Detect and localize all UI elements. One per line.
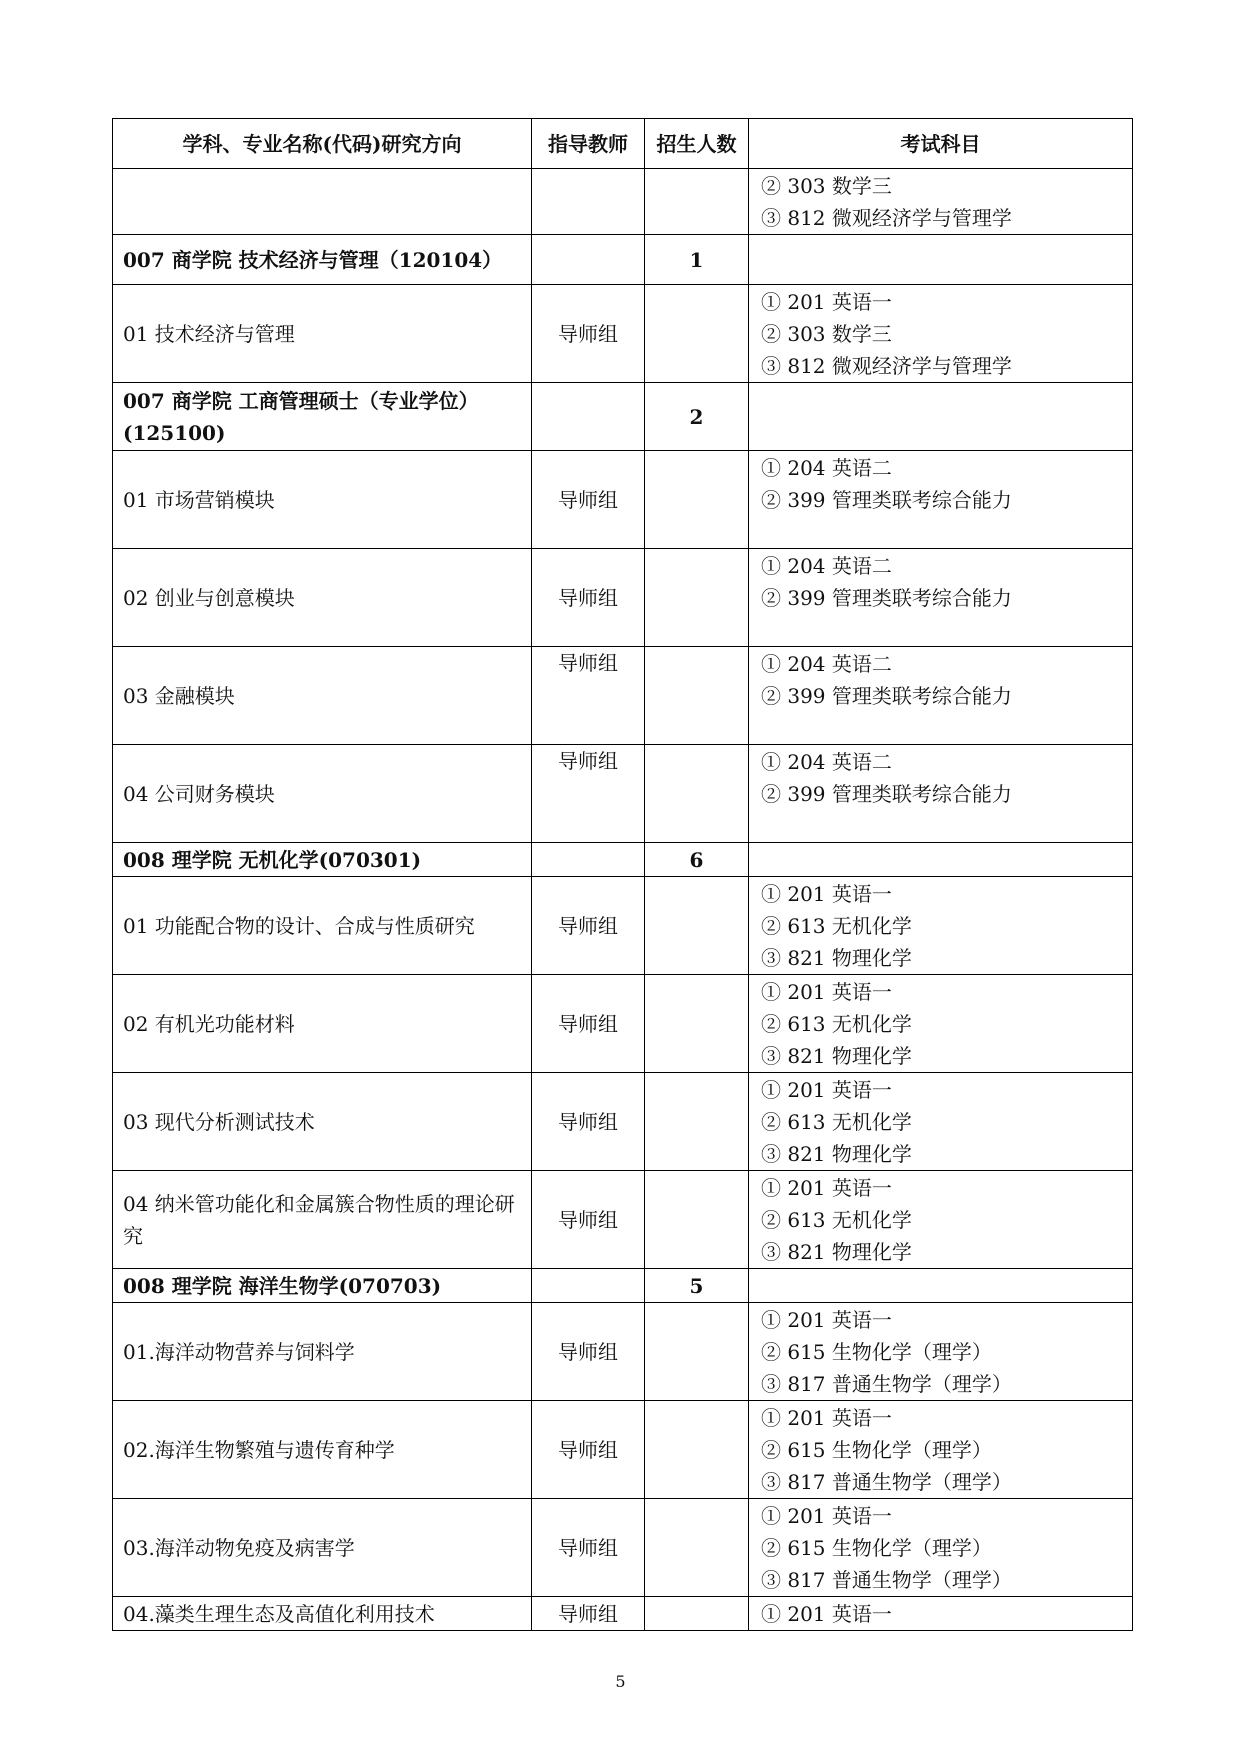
exam-subjects [749, 1499, 1133, 1597]
exam-subject: ① 201 英语一 [761, 1307, 892, 1332]
exam-subjects [749, 1597, 1133, 1631]
enrollment-count [645, 1401, 749, 1499]
mentor-cell [532, 169, 645, 235]
program-name: 008 理学院 海洋生物学(070703) [113, 1269, 532, 1303]
exam-subject: ② 613 无机化学 [761, 913, 912, 938]
table-row [113, 877, 1133, 975]
exam-subject: ① 201 英语一 [761, 1503, 892, 1528]
program-name: 008 理学院 无机化学(070301) [113, 843, 532, 877]
table-row [113, 1499, 1133, 1597]
table-header-row [113, 119, 1133, 169]
exam-subject: ③ 817 普通生物学（理学） [761, 1371, 1012, 1396]
exam-subjects [749, 843, 1133, 877]
exam-subjects [749, 383, 1133, 451]
exam-subject: ② 399 管理类联考综合能力 [761, 781, 1012, 806]
mentor-cell: 导师组 [532, 647, 645, 745]
enrollment-count: 5 [645, 1269, 749, 1303]
enrollment-count [645, 549, 749, 647]
enrollment-count [645, 975, 749, 1073]
exam-subject: ③ 817 普通生物学（理学） [761, 1567, 1012, 1592]
exam-subject: ① 204 英语二 [761, 651, 892, 676]
exam-subject: ① 201 英语一 [761, 881, 892, 906]
research-direction: 01 市场营销模块 [113, 451, 532, 549]
page-number: 5 [615, 1672, 626, 1691]
exam-subject: ③ 812 微观经济学与管理学 [761, 353, 1012, 378]
exam-subject: ③ 817 普通生物学（理学） [761, 1469, 1012, 1494]
exam-subjects [749, 285, 1133, 383]
exam-subject: ① 201 英语一 [761, 979, 892, 1004]
exam-subject: ① 204 英语二 [761, 455, 892, 480]
exam-subject: ① 201 英语一 [761, 1077, 892, 1102]
mentor-cell [532, 843, 645, 877]
mentor-cell: 导师组 [532, 1303, 645, 1401]
enrollment-count [645, 745, 749, 843]
exam-subject: ② 615 生物化学（理学） [761, 1339, 992, 1364]
exam-subject [761, 810, 1132, 842]
enrollment-count: 6 [645, 843, 749, 877]
enrollment-count: 1 [645, 235, 749, 285]
research-direction: 03 现代分析测试技术 [113, 1073, 532, 1171]
research-direction: 02 创业与创意模块 [113, 549, 532, 647]
table-row [113, 1597, 1133, 1631]
table-row [113, 745, 1133, 843]
mentor-cell [532, 235, 645, 285]
research-direction: 01 功能配合物的设计、合成与性质研究 [113, 877, 532, 975]
table-row [113, 1073, 1133, 1171]
exam-subject: ② 613 无机化学 [761, 1207, 912, 1232]
mentor-cell: 导师组 [532, 1597, 645, 1631]
table-row [113, 169, 1133, 235]
mentor-cell: 导师组 [532, 877, 645, 975]
exam-subject: ② 615 生物化学（理学） [761, 1535, 992, 1560]
exam-subjects [749, 451, 1133, 549]
exam-subject [761, 516, 1132, 548]
enrollment-table [112, 118, 1133, 1631]
exam-subject [761, 614, 1132, 646]
research-direction: 01 技术经济与管理 [113, 285, 532, 383]
enrollment-count [645, 1597, 749, 1631]
program-name: 007 商学院 技术经济与管理（120104） [113, 235, 532, 285]
research-direction: 04 纳米管功能化和金属簇合物性质的理论研究 [113, 1171, 532, 1269]
exam-subject: ② 399 管理类联考综合能力 [761, 585, 1012, 610]
table-row [113, 549, 1133, 647]
exam-subject: ① 201 英语一 [761, 1405, 892, 1430]
exam-subject: ① 201 英语一 [761, 1175, 892, 1200]
program-name: 007 商学院 工商管理硕士（专业学位）(125100) [113, 383, 532, 451]
mentor-cell: 导师组 [532, 1171, 645, 1269]
table-row [113, 975, 1133, 1073]
research-direction: 02 有机光功能材料 [113, 975, 532, 1073]
exam-subject: ② 399 管理类联考综合能力 [761, 683, 1012, 708]
exam-subjects [749, 745, 1133, 843]
mentor-cell: 导师组 [532, 975, 645, 1073]
enrollment-count [645, 1171, 749, 1269]
exam-subjects [749, 1269, 1133, 1303]
exam-subject: ① 204 英语二 [761, 553, 892, 578]
mentor-cell [532, 383, 645, 451]
research-direction: 02.海洋生物繁殖与遗传育种学 [113, 1401, 532, 1499]
program-header-row [113, 843, 1133, 877]
enrollment-count [645, 647, 749, 745]
enrollment-count [645, 1499, 749, 1597]
table-row [113, 1303, 1133, 1401]
mentor-cell: 导师组 [532, 285, 645, 383]
header-count: 招生人数 [645, 119, 749, 169]
exam-subjects [749, 1171, 1133, 1269]
exam-subject: ③ 812 微观经济学与管理学 [761, 205, 1012, 230]
table-row [113, 451, 1133, 549]
exam-subject: ③ 821 物理化学 [761, 1141, 912, 1166]
exam-subject: ② 613 无机化学 [761, 1109, 912, 1134]
mentor-cell [532, 1269, 645, 1303]
header-exam: 考试科目 [749, 119, 1133, 169]
table-body [113, 169, 1133, 1631]
enrollment-count: 2 [645, 383, 749, 451]
header-program: 学科、专业名称(代码)研究方向 [113, 119, 532, 169]
enrollment-count [645, 169, 749, 235]
exam-subjects [749, 647, 1133, 745]
table-row [113, 285, 1133, 383]
table-row [113, 647, 1133, 745]
research-direction: 01.海洋动物营养与饲料学 [113, 1303, 532, 1401]
research-direction [113, 169, 532, 235]
table-row [113, 1401, 1133, 1499]
enrollment-count [645, 1073, 749, 1171]
research-direction: 03 金融模块 [113, 647, 532, 745]
enrollment-count [645, 451, 749, 549]
research-direction: 04.藻类生理生态及高值化利用技术 [113, 1597, 532, 1631]
exam-subject: ② 303 数学三 [761, 321, 892, 346]
exam-subject [761, 712, 1132, 744]
exam-subject: ② 613 无机化学 [761, 1011, 912, 1036]
exam-subject: ① 204 英语二 [761, 749, 892, 774]
exam-subject: ② 399 管理类联考综合能力 [761, 487, 1012, 512]
exam-subject: ② 303 数学三 [761, 173, 892, 198]
program-header-row [113, 383, 1133, 451]
exam-subjects [749, 1401, 1133, 1499]
enrollment-count [645, 877, 749, 975]
research-direction: 04 公司财务模块 [113, 745, 532, 843]
mentor-cell: 导师组 [532, 745, 645, 843]
exam-subject: ③ 821 物理化学 [761, 945, 912, 970]
exam-subjects [749, 1073, 1133, 1171]
header-mentor: 指导教师 [532, 119, 645, 169]
enrollment-count [645, 1303, 749, 1401]
table-row [113, 1171, 1133, 1269]
exam-subjects [749, 169, 1133, 235]
program-header-row [113, 1269, 1133, 1303]
exam-subjects [749, 877, 1133, 975]
exam-subjects [749, 235, 1133, 285]
mentor-cell: 导师组 [532, 451, 645, 549]
mentor-cell: 导师组 [532, 1073, 645, 1171]
research-direction: 03.海洋动物免疫及病害学 [113, 1499, 532, 1597]
exam-subjects [749, 549, 1133, 647]
mentor-cell: 导师组 [532, 1499, 645, 1597]
exam-subjects [749, 975, 1133, 1073]
program-header-row [113, 235, 1133, 285]
exam-subject: ② 615 生物化学（理学） [761, 1437, 992, 1462]
mentor-cell: 导师组 [532, 549, 645, 647]
exam-subjects [749, 1303, 1133, 1401]
exam-subject: ③ 821 物理化学 [761, 1043, 912, 1068]
exam-subject: ① 201 英语一 [761, 289, 892, 314]
exam-subject: ① 201 英语一 [761, 1601, 892, 1626]
mentor-cell: 导师组 [532, 1401, 645, 1499]
enrollment-count [645, 285, 749, 383]
exam-subject: ③ 821 物理化学 [761, 1239, 912, 1264]
